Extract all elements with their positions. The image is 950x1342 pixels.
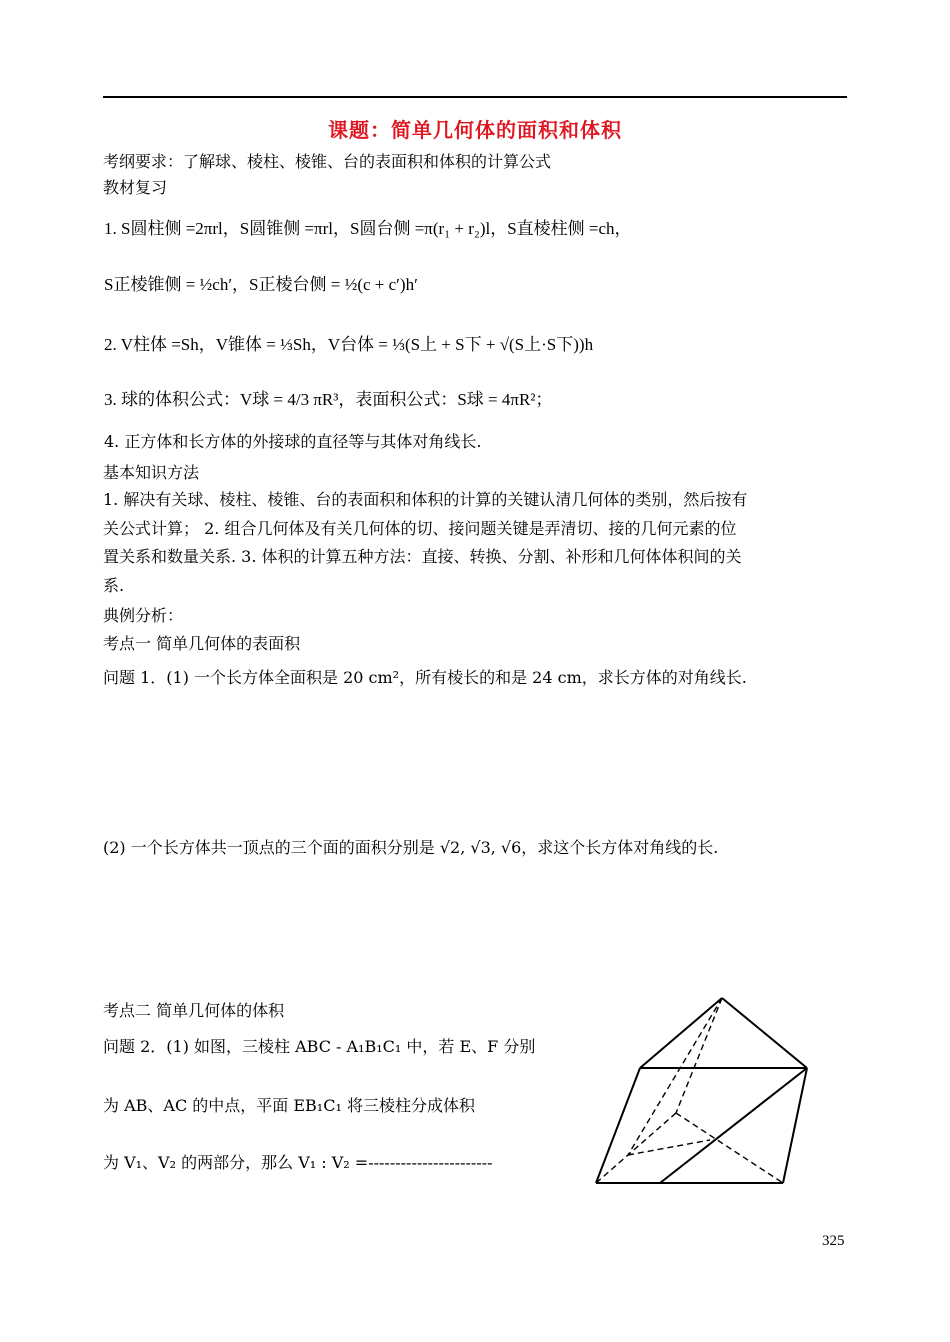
hidden-edge-lateral (676, 998, 722, 1113)
hidden-edge-bottom-left (596, 1113, 676, 1183)
syllabus-text: 考纲要求：了解球、棱柱、棱锥、台的表面积和体积的计算公式 (103, 152, 552, 171)
edge-top-right (722, 998, 807, 1068)
edge-right-lateral (783, 1068, 807, 1183)
triangular-prism-figure (590, 995, 815, 1190)
examples-heading: 典例分析： (103, 606, 184, 625)
methods-line-1: 1. 解决有关球、棱柱、棱锥、台的表面积和体积的计算的关键认清几何体的类别，然后按有 (103, 490, 748, 509)
methods-line-3: 置关系和数量关系. 3. 体积的计算五种方法：直接、转换、分割、补形和几何体体积间的关 (103, 547, 742, 566)
question-2-line-1: 问题 2．(1) 如图，三棱柱 ABC - A₁B₁C₁ 中，若 E、F 分别 (103, 1037, 536, 1056)
top-rule (103, 96, 847, 98)
methods-heading: 基本知识方法 (103, 463, 200, 482)
formula-frustum-lateral-areas: S正棱锥侧 = ½ch′，S正棱台侧 = ½(c + c′)h′ (104, 275, 418, 294)
question-2-line-2: 为 AB、AC 的中点，平面 EB₁C₁ 将三棱柱分成体积 (103, 1096, 475, 1115)
question-2-line-3: 为 V₁、V₂ 的两部分，那么 V₁ : V₂ =----------------------- (103, 1153, 493, 1172)
review-heading: 教材复习 (103, 178, 168, 197)
section-line (660, 1068, 807, 1183)
question-1-part-1: 问题 1．(1) 一个长方体全面积是 20 cm²，所有棱长的和是 24 cm，求长方体的对角线长. (103, 668, 747, 687)
edge-top-left (640, 998, 722, 1068)
formula-volumes: 2. V柱体 =Sh，V锥体 = ⅓Sh，V台体 = ⅓(S上 + S下 + √(S上·S下))h (104, 335, 594, 354)
methods-line-4: 系. (103, 576, 125, 595)
formula-circumscribed-sphere: 4. 正方体和长方体的外接球的直径等与其体对角线长. (104, 432, 482, 451)
formula-sphere: 3. 球的体积公式：V球 = 4/3 πR³，表面积公式：S球 = 4πR²； (104, 390, 553, 409)
hidden-section-line (628, 998, 722, 1155)
topic-2-heading: 考点二 简单几何体的体积 (103, 1001, 285, 1020)
page-number: 325 (822, 1233, 845, 1249)
page-title: 课题：简单几何体的面积和体积 (328, 118, 622, 142)
formula-lateral-areas: 1. S圆柱侧 =2πrl，S圆锥侧 =πrl，S圆台侧 =π(r₁ + r₂)l，S直棱柱侧 =ch， (104, 219, 632, 238)
hidden-edge-bottom-right (676, 1113, 783, 1183)
topic-1-heading: 考点一 简单几何体的表面积 (103, 634, 301, 653)
methods-line-2: 关公式计算； 2. 组合几何体及有关几何体的切、接问题关键是弄清切、接的几何元素的位 (103, 519, 737, 538)
question-1-part-2: (2) 一个长方体共一顶点的三个面的面积分别是 √2, √3, √6，求这个长方体对角线的长. (103, 838, 719, 857)
edge-left-lateral (596, 1068, 640, 1183)
